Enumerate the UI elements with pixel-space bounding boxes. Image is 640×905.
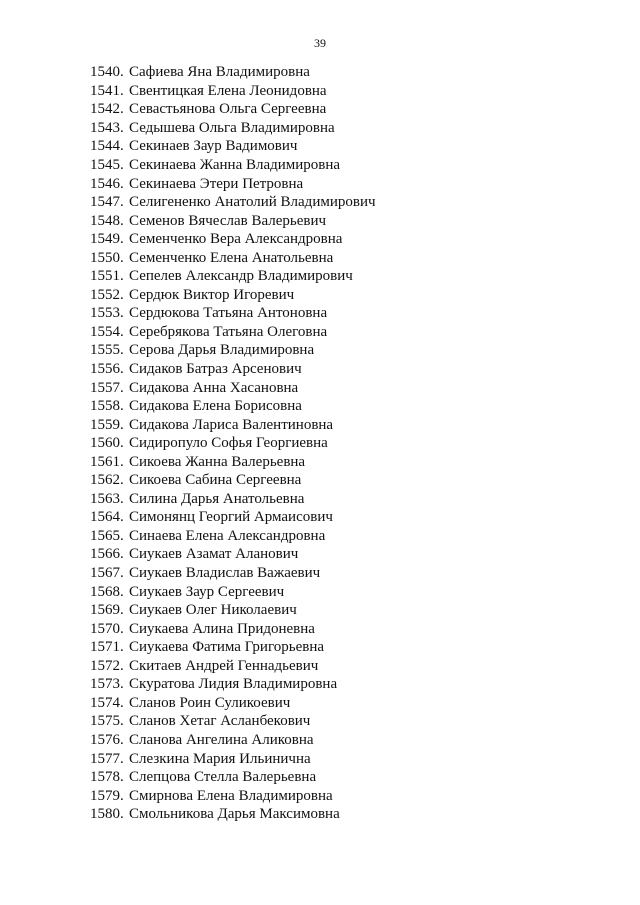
list-item — [90, 805, 376, 824]
entry-number: 1540. — [90, 64, 124, 81]
entry-number: 1545. — [90, 157, 124, 173]
list-item — [90, 82, 376, 101]
entry-number: 1558. — [90, 398, 124, 415]
entry-name: Слепцова Стелла Валерьевна — [129, 769, 317, 786]
entry-name: Смирнова Елена Владимировна — [129, 787, 333, 804]
entry-number: 1546. — [90, 175, 124, 192]
entry-name: Скитаев Андрей Геннадьевич — [129, 657, 319, 674]
list-item — [90, 286, 376, 305]
entry-number: 1573. — [90, 676, 124, 693]
list-item — [90, 100, 376, 119]
entry-name: Сланова Ангелина Аликовна — [129, 731, 314, 748]
entry-number: 1572. — [90, 657, 124, 674]
entry-name: Сиукаев Владислав Важаевич — [129, 565, 321, 582]
entry-name: Серова Дарья Владимировна — [129, 342, 315, 359]
list-item — [90, 471, 376, 490]
list-item — [90, 490, 376, 509]
entry-name: Сиукаев Азамат Аланович — [129, 546, 299, 563]
entry-number: 1566. — [90, 546, 124, 563]
list-item — [90, 323, 376, 342]
entry-number: 1551. — [90, 268, 124, 285]
entry-name: Сердюкова Татьяна Антоновна — [129, 305, 328, 322]
entry-name: Сланов Хетаг Асланбекович — [129, 713, 311, 730]
entry-number: 1569. — [90, 602, 124, 619]
entry-name: Сиукаев Заур Сергеевич — [129, 583, 285, 600]
entry-number: 1567. — [90, 565, 124, 582]
entry-name: Секинаев Заур Вадимович — [129, 138, 298, 155]
list-item — [90, 749, 376, 768]
entry-number: 1570. — [90, 620, 124, 637]
list-item — [90, 657, 376, 676]
list-item — [90, 415, 376, 434]
entry-name: Сидакова Лариса Валентиновна — [129, 416, 334, 433]
entry-number: 1548. — [90, 212, 124, 229]
list-item — [90, 638, 376, 657]
entry-name: Свентицкая Елена Леонидовна — [129, 82, 327, 99]
entry-number: 1579. — [90, 787, 124, 804]
list-item — [90, 675, 376, 694]
list-item — [90, 63, 376, 82]
list-item — [90, 508, 376, 527]
entry-name: Селигененко Анатолий Владимирович — [129, 194, 376, 211]
list-item — [90, 434, 376, 453]
entry-name: Секинаева Этери Петровна — [129, 175, 304, 192]
entry-number: 1544. — [90, 138, 124, 155]
list-item — [90, 211, 376, 230]
entry-name: Силина Дарья Анатольевна — [129, 490, 305, 507]
entry-name: Сикоева Сабина Сергеевна — [129, 472, 302, 489]
list-item — [90, 731, 376, 750]
entry-name: Секинаева Жанна Владимировна — [129, 157, 341, 173]
list-item — [90, 452, 376, 471]
entry-number: 1571. — [90, 639, 124, 656]
list-item — [90, 156, 376, 175]
entry-number: 1556. — [90, 361, 124, 378]
entry-number: 1552. — [90, 286, 124, 303]
entry-number: 1547. — [90, 194, 124, 211]
list-item — [90, 786, 376, 805]
entry-name: Сидиропуло Софья Георгиевна — [129, 435, 328, 452]
entry-number: 1549. — [90, 231, 124, 248]
entry-number: 1560. — [90, 435, 124, 452]
list-item — [90, 174, 376, 193]
entry-number: 1565. — [90, 527, 124, 544]
entry-number: 1578. — [90, 769, 124, 786]
entry-name: Сланов Роин Суликоевич — [129, 694, 291, 711]
entry-name: Седышева Ольга Владимировна — [129, 119, 335, 136]
entry-number: 1577. — [90, 750, 124, 767]
entry-name: Сидакова Елена Борисовна — [129, 398, 302, 415]
entry-number: 1557. — [90, 379, 124, 396]
list-item — [90, 545, 376, 564]
entry-name: Скуратова Лидия Владимировна — [129, 676, 338, 693]
entry-number: 1559. — [90, 416, 124, 433]
list-item — [90, 582, 376, 601]
list-item — [90, 230, 376, 249]
entry-name: Слезкина Мария Ильинична — [129, 750, 311, 767]
list-item — [90, 564, 376, 583]
entry-name: Синаева Елена Александровна — [129, 527, 326, 544]
entry-name: Сиукаев Олег Николаевич — [129, 602, 297, 619]
entry-name: Сердюк Виктор Игоревич — [129, 286, 295, 303]
entry-number: 1553. — [90, 305, 124, 322]
entry-name: Сиукаева Фатима Григорьевна — [129, 639, 324, 656]
entry-name: Сепелев Александр Владимирович — [129, 268, 353, 285]
list-item — [90, 601, 376, 620]
list-item — [90, 527, 376, 546]
entry-name: Сидаков Батраз Арсенович — [129, 361, 302, 378]
entry-number: 1575. — [90, 713, 124, 730]
list-item — [90, 137, 376, 156]
entry-number: 1576. — [90, 731, 124, 748]
list-item — [90, 341, 376, 360]
entry-name: Смольникова Дарья Максимовна — [129, 806, 340, 823]
list-item — [90, 360, 376, 379]
list-item — [90, 267, 376, 286]
list-item — [90, 378, 376, 397]
entry-name: Сидакова Анна Хасановна — [129, 379, 299, 396]
entry-name: Сикоева Жанна Валерьевна — [129, 453, 306, 470]
list-item — [90, 712, 376, 731]
list-item — [90, 768, 376, 787]
entry-name: Семенченко Вера Александровна — [129, 231, 343, 248]
entry-number: 1562. — [90, 472, 124, 489]
entry-number: 1541. — [90, 82, 124, 99]
page-number: 39 — [314, 36, 326, 50]
entry-number: 1568. — [90, 583, 124, 600]
entry-name: Семенченко Елена Анатольевна — [129, 249, 334, 266]
entry-number: 1550. — [90, 249, 124, 266]
entry-number: 1574. — [90, 694, 124, 711]
list-item — [90, 397, 376, 416]
entry-number: 1542. — [90, 101, 124, 118]
entry-number: 1543. — [90, 119, 124, 136]
list-item — [90, 619, 376, 638]
entry-number: 1564. — [90, 509, 124, 526]
list-item — [90, 193, 376, 212]
list-item — [90, 248, 376, 267]
entry-number: 1563. — [90, 490, 124, 507]
entry-number: 1555. — [90, 342, 124, 359]
entry-name: Симонянц Георгий Армаисович — [129, 509, 333, 526]
name-list — [90, 63, 376, 823]
entry-number: 1561. — [90, 453, 124, 470]
entry-number: 1554. — [90, 323, 124, 340]
entry-name: Сиукаева Алина Придоневна — [129, 620, 315, 637]
entry-name: Сафиева Яна Владимировна — [129, 64, 310, 81]
list-item — [90, 694, 376, 713]
list-item — [90, 304, 376, 323]
entry-name: Семенов Вячеслав Валерьевич — [129, 212, 327, 229]
list-item — [90, 119, 376, 138]
entry-name: Севастьянова Ольга Сергеевна — [129, 101, 327, 118]
entry-name: Серебрякова Татьяна Олеговна — [129, 323, 328, 340]
entry-number: 1580. — [90, 806, 124, 823]
